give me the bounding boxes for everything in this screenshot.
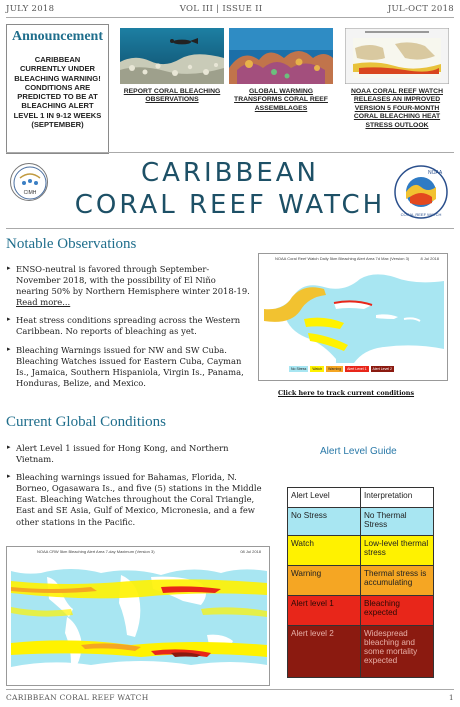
- card-caption: REPORT CORAL BLEACHING OBSERVATIONS: [123, 88, 221, 104]
- read-more-link[interactable]: Read more...: [16, 297, 71, 308]
- table-row: [288, 536, 434, 566]
- legend-alert-1: Alert Level 1: [347, 367, 367, 371]
- map-date: 08 Jul 2018: [240, 549, 261, 554]
- alert-guide-title: Alert Level Guide: [320, 446, 397, 457]
- masthead-line1: CARIBBEAN: [140, 158, 319, 188]
- list-item: [6, 315, 251, 337]
- global-alert-map[interactable]: [6, 546, 270, 686]
- row-level: Watch: [288, 536, 361, 566]
- table-header-row: [288, 488, 434, 508]
- noaa-crw-logo-graphic: [392, 163, 450, 221]
- card-report-bleaching[interactable]: [120, 28, 224, 105]
- notable-observations-title: Notable Observations: [6, 236, 137, 252]
- row-level: No Stress: [288, 508, 361, 536]
- cimh-logo: [10, 163, 48, 201]
- noaa-crw-logo: [392, 163, 450, 221]
- card-caption: NOAA CORAL REEF WATCH RELEASES AN IMPROVED VERSION 5 FOUR-MONTH CORAL BLEACHING HEAT STRESS OUTLOOK: [350, 88, 443, 129]
- legend-warning: Warning: [328, 367, 342, 371]
- list-item: [6, 443, 268, 465]
- list-item-text: Heat stress conditions spreading across the Western Caribbean. No reports of bleaching as yet.: [16, 315, 241, 337]
- list-item: [6, 264, 251, 308]
- arrow-bullet-icon: ▸: [7, 264, 11, 272]
- arrow-bullet-icon: ▸: [7, 443, 11, 451]
- footer-title: CARIBBEAN CORAL REEF WATCH: [6, 693, 149, 702]
- header-alert-level: Alert Level: [288, 488, 361, 508]
- list-item: [6, 472, 268, 527]
- announcement-title: Announcement: [11, 29, 103, 44]
- row-interpretation: Low-level thermal stress: [361, 536, 434, 566]
- footer-rule: [6, 689, 454, 690]
- crw-logo-text: CORAL REEF WATCH: [400, 212, 442, 217]
- header-interpretation: Interpretation: [361, 488, 434, 508]
- header-period: JUL-OCT 2018: [387, 4, 454, 14]
- row-level: Warning: [288, 566, 361, 596]
- noaa-text: NOAA: [428, 170, 443, 176]
- arrow-bullet-icon: ▸: [7, 315, 11, 324]
- map-legend: [289, 366, 394, 372]
- legend-watch: Watch: [312, 367, 323, 371]
- row-interpretation: No Thermal Stress: [361, 508, 434, 536]
- masthead-bottom-rule: [6, 228, 454, 229]
- cimh-logo-graphic: [11, 164, 49, 202]
- list-item-text: ENSO-neutral is favored through September-November 2018, with the possibility of El Niño nearing 50% by Northern Hemisphere winter 2018-19.: [16, 264, 250, 297]
- global-conditions-list: [6, 443, 268, 535]
- announcement-box: [6, 24, 109, 154]
- diver-reef-photo: [120, 28, 224, 84]
- card-global-warming[interactable]: [229, 28, 333, 113]
- list-item-text: Bleaching warnings issued for Bahamas, Florida, N. Borneo, Ogasawara Is., and five (5) stations in the Middle East. Bleaching Watches throughout the Coral Triangle, East and SE Asia, Gulf of Mexico, Micronesia, and a few other stations in the Pacific.: [16, 472, 262, 527]
- card-caption: GLOBAL WARMING TRANSFORMS CORAL REEF ASSEMBLAGES: [234, 88, 328, 112]
- legend-no-stress: No Stress: [291, 367, 307, 371]
- map-title: NOAA Coral Reef Watch Daily 5km Bleaching Alert Area 7d Max (Version 3): [275, 256, 410, 261]
- announcement-text: CARIBBEAN CURRENTLY UNDER BLEACHING WARNING! CONDITIONS ARE PREDICTED TO BE AT BLEACHING ALERT LEVEL 1 IN 9-12 WEEKS (SEPTEMBER): [13, 55, 102, 129]
- table-row: [288, 566, 434, 596]
- list-item-text: Bleaching Warnings issued for NW and SW Cuba. Bleaching Watches issued for Eastern Cuba, Cayman Is., Jamaica, Southern Hispaniola, Virgin Is., Panama, Honduras, Belize, and Mexico.: [16, 344, 244, 388]
- masthead-line2: CORAL REEF WATCH: [74, 190, 386, 220]
- cimh-logo-text: CIMH: [23, 190, 37, 196]
- page-header: [6, 4, 454, 14]
- arrow-bullet-icon: ▸: [7, 344, 11, 353]
- global-conditions-title: Current Global Conditions: [6, 414, 166, 430]
- masthead: [0, 155, 460, 220]
- row-level: Alert level 2: [288, 626, 361, 678]
- table-row: [288, 596, 434, 626]
- track-conditions-link[interactable]: Click here to track current conditions: [278, 389, 415, 397]
- list-item: [6, 345, 251, 389]
- caribbean-map-graphic: [264, 263, 444, 363]
- table-row: [288, 508, 434, 536]
- table-row: [288, 626, 434, 678]
- page-footer: [6, 693, 454, 702]
- map-date: 8 Jul 2018: [420, 256, 439, 261]
- header-rule: [6, 17, 454, 18]
- notable-observations-list: [6, 264, 251, 396]
- page-number: 1: [448, 693, 454, 702]
- coral-reef-photo: [229, 28, 333, 84]
- map-title: NOAA CRW 5km Bleaching Alert Area 7-day Maximum (Version 3): [37, 549, 155, 554]
- row-level: Alert level 1: [288, 596, 361, 626]
- row-interpretation: Thermal stress is accumulating: [361, 566, 434, 596]
- row-interpretation: Widespread bleaching and some mortality expected: [361, 626, 434, 678]
- outlook-map-thumbnail: [345, 28, 449, 84]
- header-date: JULY 2018: [6, 4, 55, 14]
- legend-alert-2: Alert Level 2: [372, 367, 393, 371]
- list-item-text: Alert Level 1 issued for Hong Kong, and Northern Vietnam.: [16, 443, 229, 465]
- header-volume: VOL III | ISSUE II: [179, 4, 263, 14]
- caribbean-alert-map[interactable]: [258, 253, 448, 381]
- arrow-bullet-icon: ▸: [7, 472, 11, 481]
- global-map-graphic: [11, 557, 267, 677]
- card-outlook-v5[interactable]: [345, 28, 449, 130]
- masthead-top-rule: [6, 152, 454, 153]
- row-interpretation: Bleaching expected: [361, 596, 434, 626]
- alert-level-table: [287, 487, 434, 678]
